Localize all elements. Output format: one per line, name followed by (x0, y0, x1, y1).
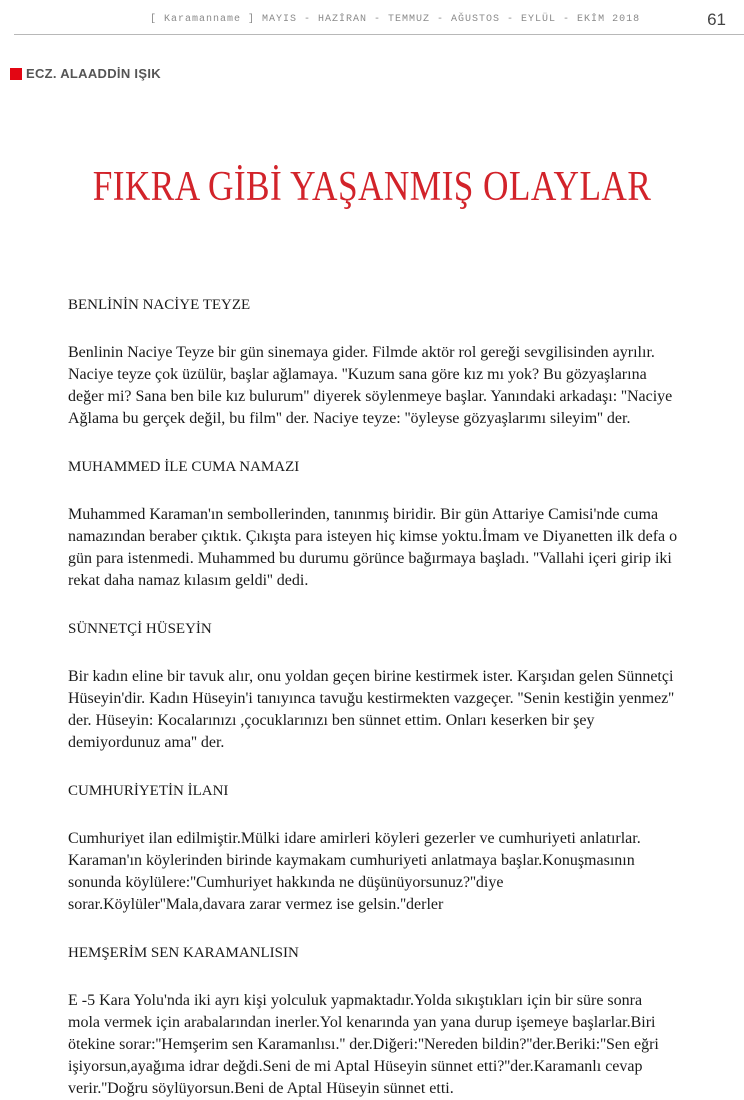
section-heading: SÜNNETÇİ HÜSEYİN (68, 621, 212, 637)
red-square-icon (10, 68, 22, 80)
section-text: E -5 Kara Yolu'nda iki ayrı kişi yolculuk yapmaktadır.Yolda sıkıştıkları için bir süre sonra mola vermek için arabalarından inerler.Yol kenarında yan yana durup işemeye başlarlar.Biri ötekine sorar:''Hemşerim sen Karamanlısı.'' der.Diğeri:''Nereden bildin?''der.Beriki:''Sen eğri işiyorsun,ayağıma idrar değdi.Seni de mi Aptal Hüseyin sünnet etti?''der.Karamanlı cevap verir.''Doğru söylüyorsun.Beni de Aptal Hüseyin sünnet etti. (68, 992, 659, 1097)
section-heading: BENLİNİN NACİYE TEYZE (68, 297, 251, 313)
section-heading: HEMŞERİM SEN KARAMANLISIN (68, 945, 299, 961)
issue-info: [ Karamanname ] MAYIS - HAZİRAN - TEMMUZ - AĞUSTOS - EYLÜL - EKİM 2018 (150, 14, 641, 25)
section-heading: CUMHURİYETİN İLANI (68, 783, 229, 799)
section-text: Cumhuriyet ilan edilmiştir.Mülki idare amirleri köyleri gezerler ve cumhuriyeti anlatırlar. Karaman'ın köylerinden birinde kaymakam cumhuriyeti anlatmaya başlar.Konuşmasının sonunda köylülere:''Cumhuriyet hakkında ne düşünüyorsunuz?''diye sorar.Köylüler''Mala,davara zarar vermez ise gelsin.''derler (68, 830, 641, 913)
page-header (0, 0, 744, 34)
author-name: ECZ. ALAADDİN IŞIK (26, 66, 161, 81)
section-text: Muhammed Karaman'ın sembollerinden, tanınmış biridir. Bir gün Attariye Camisi'nde cuma namazından beraber çıktık. Çıkışta para isteyen hiç kimse yoktu.İmam ve Diyanetten ilk defa o gün para istenmedi. Muhammed bu durumu görünce bağırmaya başladı. ''Vallahi içeri girip iki rekat daha namaz kılasım geldi'' dedi. (68, 506, 678, 589)
article-body (68, 294, 678, 1100)
article-title: FIKRA GİBİ YAŞANMIŞ OLAYLAR (92, 164, 652, 210)
page-number: 61 (707, 10, 726, 29)
section-text: Bir kadın eline bir tavuk alır, onu yoldan geçen birine kestirmek ister. Karşıdan gelen Sünnetçi Hüseyin'dir. Kadın Hüseyin'i tanıyınca tavuğu kestirmekten vazgeçer. ''Senin kestiğin yenmez'' der. Hüseyin: Kocalarınızı ,çocuklarınızı ben sünnet ettim. Onları keserken bir şey demiyordunuz ama'' der. (68, 668, 675, 751)
section-heading: MUHAMMED İLE CUMA NAMAZI (68, 459, 300, 475)
author-byline (10, 66, 161, 81)
section-text: Benlinin Naciye Teyze bir gün sinemaya gider. Filmde aktör rol gereği sevgilisinden ayrılır. Naciye teyze çok üzülür, başlar ağlamaya. ''Kuzum sana göre kız mı yok? Bu gözyaşlarına değer mi? Sana ben bile kız bulurum'' diyerek söylenmeye başlar. Yanındaki arkadaşı: ''Naciye Ağlama bu gerçek değil, bu film'' der. Naciye teyze: ''öyleyse gözyaşlarımı sileyim'' der. (68, 344, 673, 427)
header-divider (14, 34, 744, 35)
